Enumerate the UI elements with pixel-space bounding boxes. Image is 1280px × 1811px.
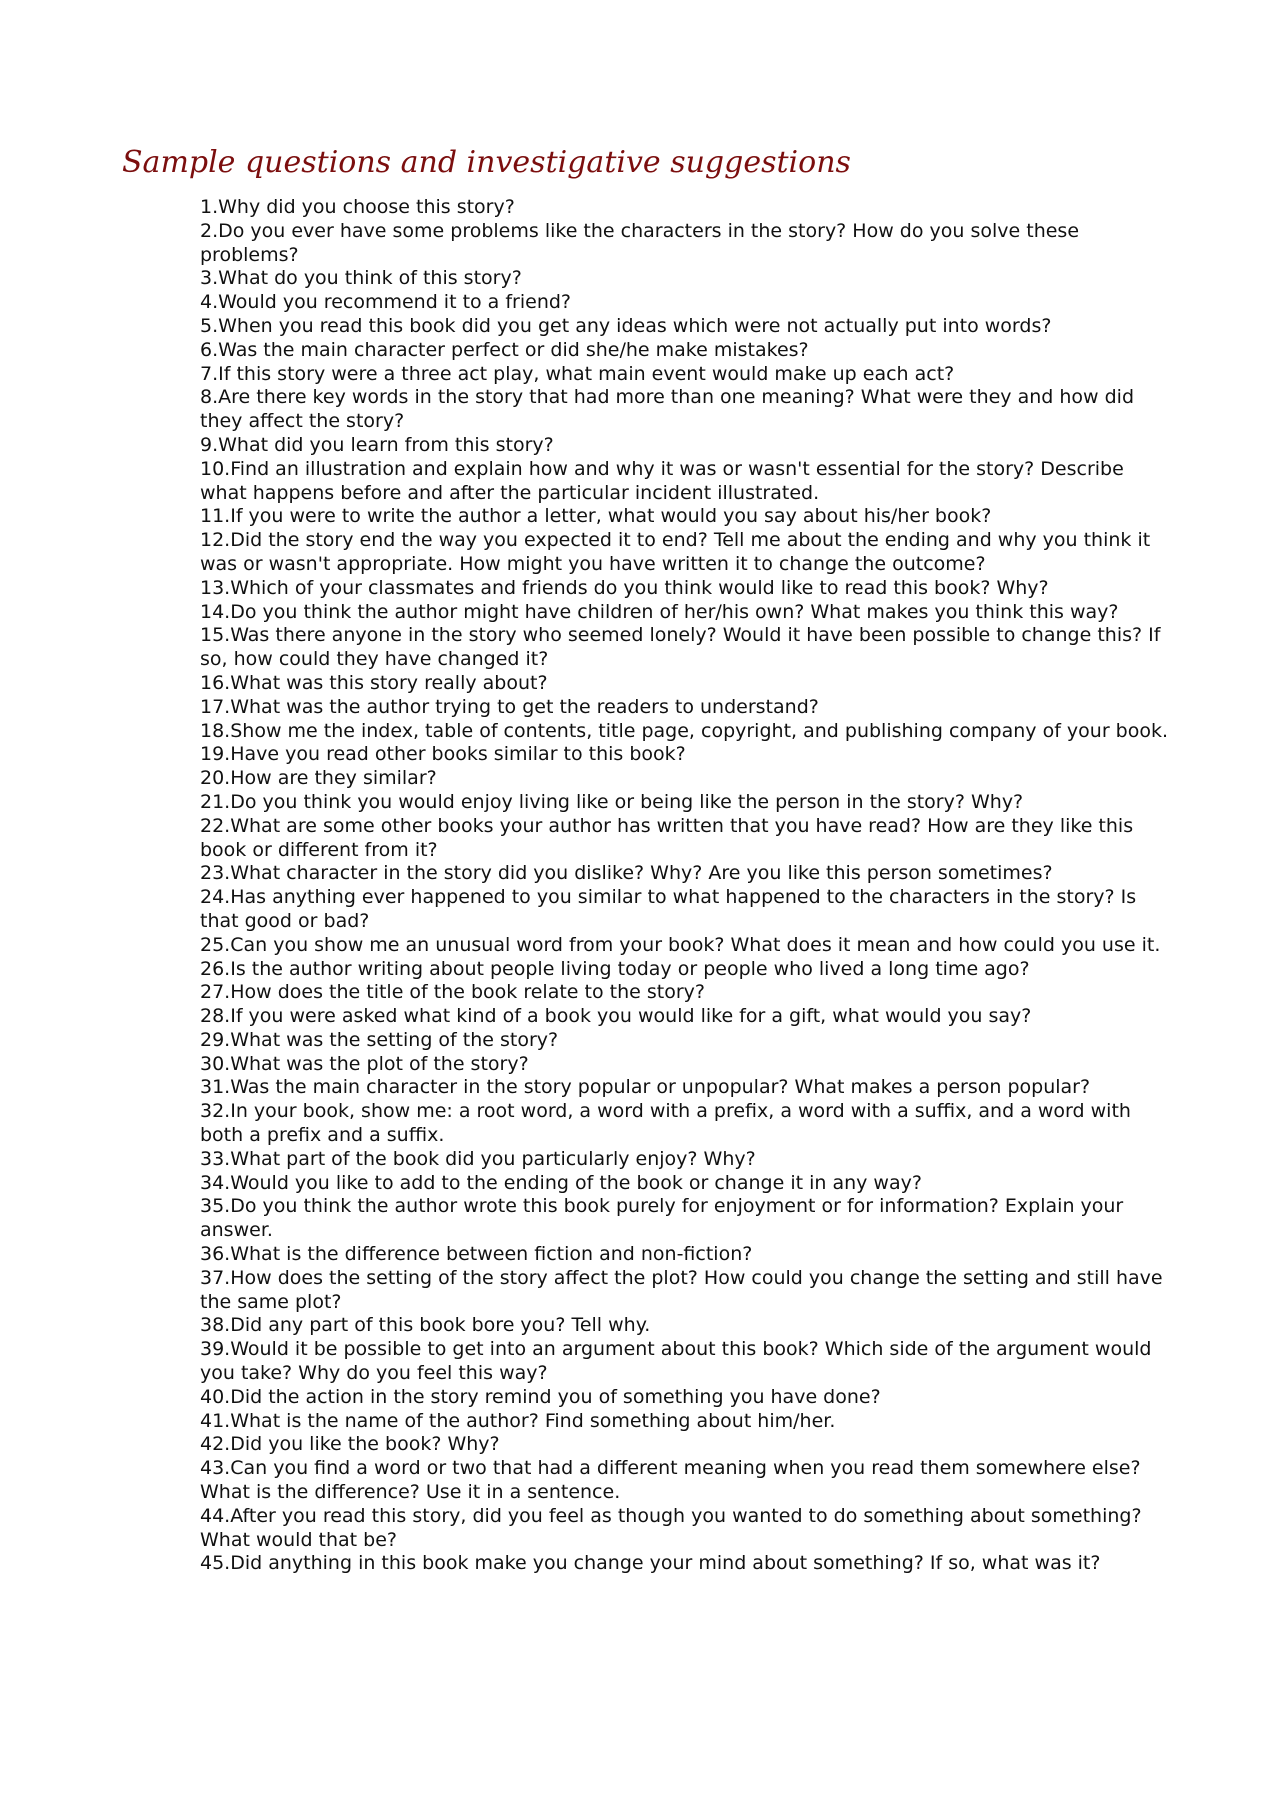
question-item: 35.Do you think the author wrote this book purely for enjoyment or for information? Explain your answer. <box>200 1195 1124 1242</box>
question-item: 15.Was there anyone in the story who seemed lonely? Would it have been possible to change this? If so, how could they have changed it? <box>200 624 1161 671</box>
question-item: 34.Would you like to add to the ending of the book or change it in any way? <box>200 1171 922 1194</box>
question-item: 40.Did the action in the story remind you of something you have done? <box>200 1385 881 1408</box>
question-item: 32.In your book, show me: a root word, a word with a prefix, a word with a suffix, and a word with both a prefix and a suffix. <box>200 1100 1131 1147</box>
question-item: 11.If you were to write the author a letter, what would you say about his/her book? <box>200 505 992 528</box>
question-item: 41.What is the name of the author? Find something about him/her. <box>200 1409 836 1432</box>
question-item: 31.Was the main character in the story popular or unpopular? What makes a person popular? <box>200 1076 1091 1099</box>
question-item: 42.Did you like the book? Why? <box>200 1433 500 1456</box>
question-item: 43.Can you find a word or two that had a different meaning when you read them somewhere else? What is the difference? Use it in a sentence. <box>200 1457 1141 1504</box>
question-item: 7.If this story were a three act play, what main event would make up each act? <box>200 362 955 385</box>
question-item: 25.Can you show me an unusual word from your book? What does it mean and how could you use it. <box>200 933 1161 956</box>
question-item: 38.Did any part of this book bore you? Tell why. <box>200 1314 651 1337</box>
question-item: 5.When you read this book did you get any ideas which were not actually put into words? <box>200 314 1052 337</box>
question-item: 36.What is the difference between fiction and non-fiction? <box>200 1243 753 1266</box>
question-item: 33.What part of the book did you particularly enjoy? Why? <box>200 1147 756 1170</box>
question-item: 22.What are some other books your author has written that you have read? How are they like this book or different from it? <box>200 814 1134 861</box>
question-item: 39.Would it be possible to get into an argument about this book? Which side of the argument would you take? Why do you feel this way? <box>200 1338 1152 1385</box>
question-item: 21.Do you think you would enjoy living like or being like the person in the story? Why? <box>200 790 1024 813</box>
question-item: 1.Why did you choose this story? <box>200 196 515 218</box>
question-item: 30.What was the plot of the story? <box>200 1052 529 1075</box>
question-item: 16.What was this story really about? <box>200 671 548 694</box>
question-item: 17.What was the author trying to get the readers to understand? <box>200 695 819 718</box>
question-item: 37.How does the setting of the story affect the plot? How could you change the setting and still have the same plot? <box>200 1266 1163 1313</box>
question-item: 23.What character in the story did you dislike? Why? Are you like this person sometimes? <box>200 862 1053 885</box>
question-item: 6.Was the main character perfect or did she/he make mistakes? <box>200 338 809 361</box>
question-item: 27.How does the title of the book relate to the story? <box>200 981 705 1004</box>
question-item: 13.Which of your classmates and friends do you think would like to read this book? Why? <box>200 576 1049 599</box>
question-item: 8.Are there key words in the story that had more than one meaning? What were they and how did they affect the story? <box>200 386 1135 433</box>
question-item: 10.Find an illustration and explain how and why it was or wasn't essential for the story? Describe what happens before and after the particular incident illustrated. <box>200 457 1124 504</box>
question-item: 12.Did the story end the way you expected it to end? Tell me about the ending and why you think it was or wasn't appropriate. How might you have written it to change the outcome? <box>200 529 1151 575</box>
question-item: 4.Would you recommend it to a friend? <box>200 291 572 314</box>
question-item: 9.What did you learn from this story? <box>200 433 554 456</box>
question-list <box>200 196 1170 1576</box>
question-item: 18.Show me the index, table of contents, title page, copyright, and publishing company of your book. <box>200 719 1169 742</box>
question-item: 3.What do you think of this story? <box>200 267 522 290</box>
question-item: 14.Do you think the author might have children of her/his own? What makes you think this way? <box>200 600 1119 623</box>
question-item: 26.Is the author writing about people living today or people who lived a long time ago? <box>200 957 1030 980</box>
question-item: 28.If you were asked what kind of a book you would like for a gift, what would you say? <box>200 1005 1032 1028</box>
question-item: 2.Do you ever have some problems like the characters in the story? How do you solve these problems? <box>200 219 1080 266</box>
question-item: 44.After you read this story, did you feel as though you wanted to do something about something? What would that be? <box>200 1504 1142 1551</box>
question-item: 45.Did anything in this book make you change your mind about something? If so, what was it? <box>200 1552 1101 1575</box>
question-item: 24.Has anything ever happened to you similar to what happened to the characters in the story? Is that good or bad? <box>200 886 1137 932</box>
page-title: Sample questions and investigative suggestions <box>122 145 851 180</box>
question-item: 20.How are they similar? <box>200 767 437 790</box>
question-item: 29.What was the setting of the story? <box>200 1028 559 1051</box>
question-item: 19.Have you read other books similar to this book? <box>200 743 686 766</box>
